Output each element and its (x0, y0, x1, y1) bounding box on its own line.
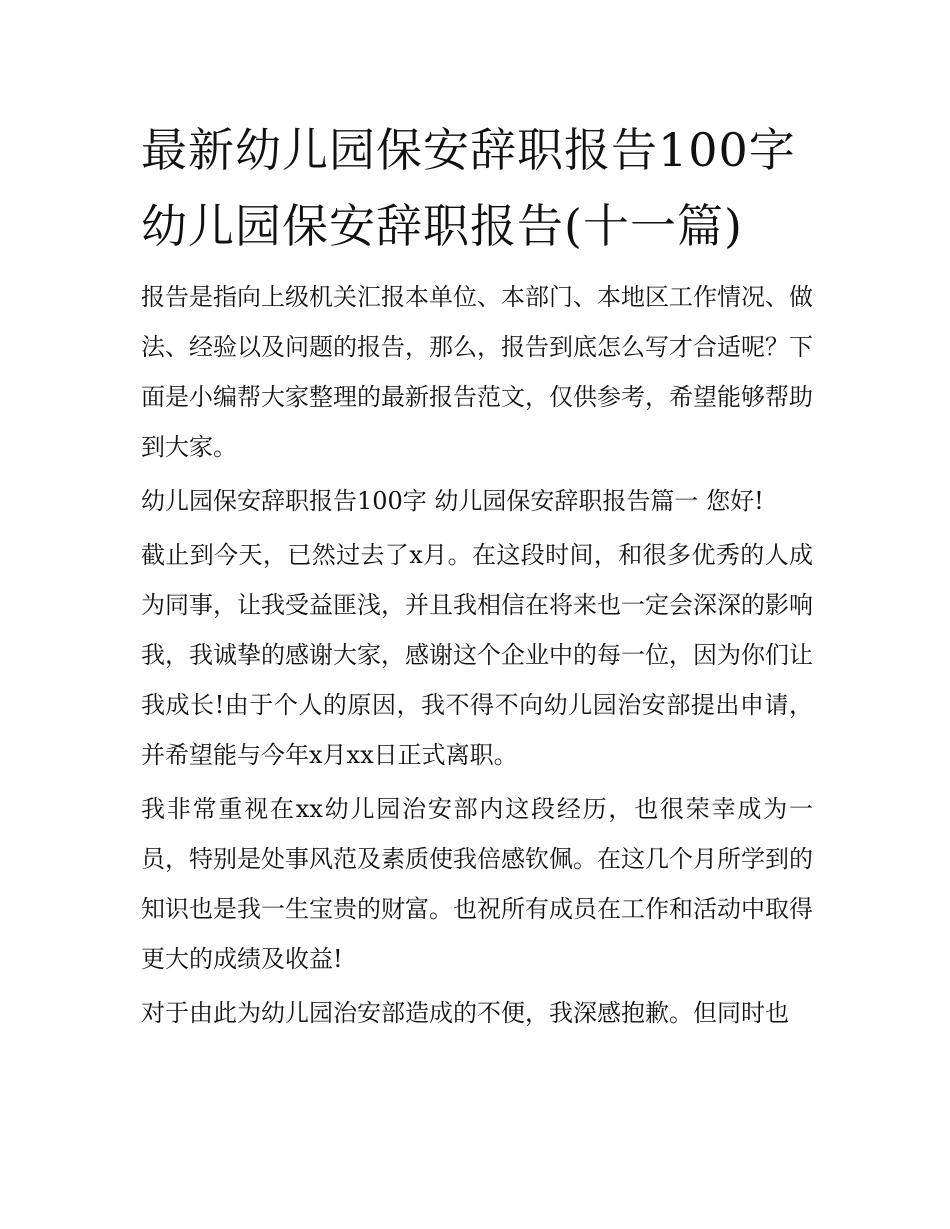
paragraph-section-heading: 幼儿园保安辞职报告100字 幼儿园保安辞职报告篇一 您好! (141, 487, 764, 515)
paragraph-body-2: 我非常重视在xx幼儿园治安部内这段经历，也很荣幸成为一员，特别是处事风范及素质使我倍感钦佩。在这几个月所学到的知识也是我一生宝贵的财富。也祝所有成员在工作和活动中取得更大的成绩及收益! (141, 795, 813, 973)
paragraph-body-3: 对于由此为幼儿园治安部造成的不便，我深感抱歉。但同时也 (141, 999, 789, 1027)
document-title: 最新幼儿园保安辞职报告100字 幼儿园保安辞职报告(十一篇) (141, 123, 796, 253)
paragraph-intro: 报告是指向上级机关汇报本单位、本部门、本地区工作情况、做法、经验以及问题的报告，那么，报告到底怎么写才合适呢？下面是小编帮大家整理的最新报告范文，仅供参考，希望能够帮助到大家。 (141, 283, 813, 461)
document-body (141, 112, 813, 1042)
paragraph-body-1: 截止到今天，已然过去了x月。在这段时间，和很多优秀的人成为同事，让我受益匪浅，并且我相信在将来也一定会深深的影响我，我诚挚的感谢大家，感谢这个企业中的每一位，因为你们让我成长!由于个人的原因，我不得不向幼儿园治安部提出申请，并希望能与今年x月xx日正式离职。 (141, 541, 813, 769)
